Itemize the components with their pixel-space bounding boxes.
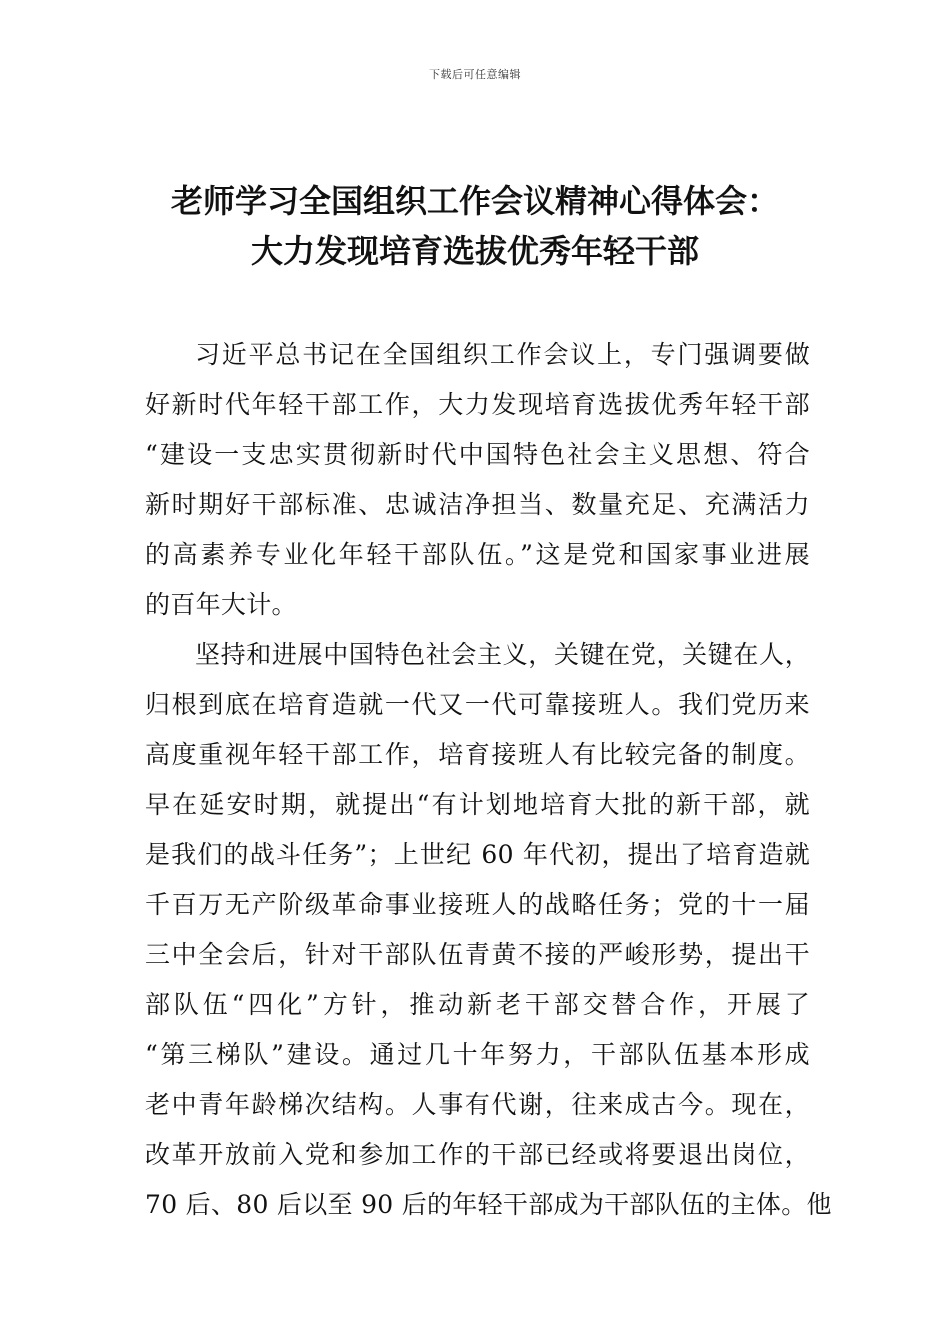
paragraph-line: 的百年大计。 (145, 590, 297, 619)
paragraph-line: 改革开放前入党和参加工作的干部已经或将要退出岗位， (145, 1140, 810, 1169)
paragraph-line: 70 后、80 后以至 90 后的年轻干部成为干部队伍的主体。他 (145, 1190, 832, 1219)
paragraph-line: 高度重视年轻干部工作，培育接班人有比较完备的制度。 (145, 740, 810, 769)
paragraph-line: 部队伍“四化”方针，推动新老干部交替合作，开展了 (145, 990, 810, 1019)
paragraph (145, 330, 810, 630)
paragraph-line: 坚持和进展中国特色社会主义，关键在党，关键在人， (195, 640, 810, 669)
paragraph-line: 习近平总书记在全国组织工作会议上，专门强调要做 (195, 340, 810, 369)
header-note: 下载后可任意编辑 (429, 68, 521, 81)
paragraph-line: 的高素养专业化年轻干部队伍。”这是党和国家事业进展 (145, 540, 810, 569)
paragraph-line: 早在延安时期，就提出“有计划地培育大批的新干部，就 (145, 790, 810, 819)
paragraph-line: 千百万无产阶级革命事业接班人的战略任务；党的十一届 (145, 890, 810, 919)
title-line: 大力发现培育选拔优秀年轻干部 (250, 232, 699, 270)
paragraph-line: “建设一支忠实贯彻新时代中国特色社会主义思想、符合 (145, 440, 810, 469)
paragraph-line: 归根到底在培育造就一代又一代可靠接班人。我们党历来 (145, 690, 810, 719)
paragraph (145, 630, 832, 1230)
document-title (100, 176, 850, 276)
paragraph-line: 是我们的战斗任务”；上世纪 60 年代初，提出了培育造就 (145, 840, 810, 869)
paragraph-line: 老中青年龄梯次结构。人事有代谢，往来成古今。现在， (145, 1090, 810, 1119)
document-body (145, 330, 832, 1230)
paragraph-line: 新时期好干部标准、忠诚洁净担当、数量充足、充满活力 (145, 490, 810, 519)
title-line: 老师学习全国组织工作会议精神心得体会： (170, 182, 779, 220)
paragraph-line: “第三梯队”建设。通过几十年努力，干部队伍基本形成 (145, 1040, 810, 1069)
paragraph-line: 好新时代年轻干部工作，大力发现培育选拔优秀年轻干部 (145, 390, 810, 419)
paragraph-line: 三中全会后，针对干部队伍青黄不接的严峻形势，提出干 (145, 940, 810, 969)
